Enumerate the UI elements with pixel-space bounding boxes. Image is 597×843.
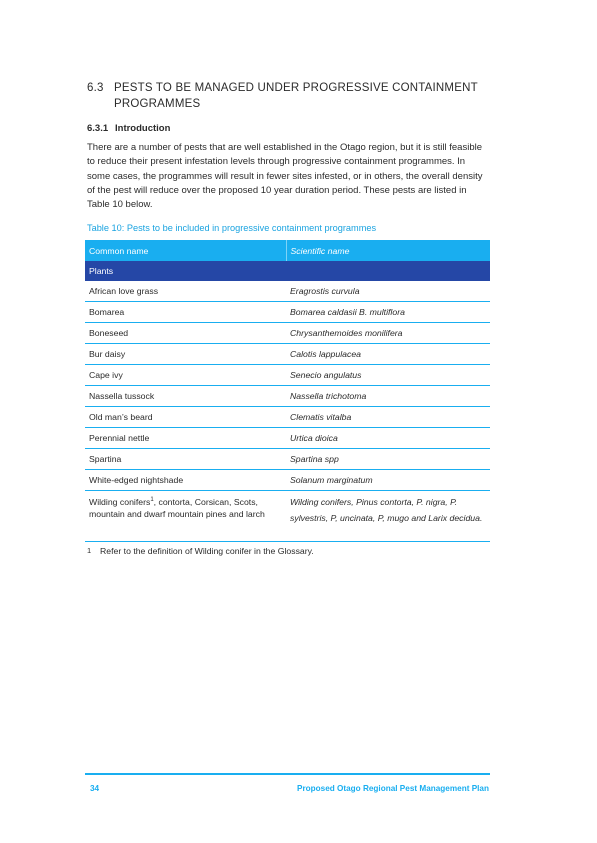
table-row: [85, 365, 490, 386]
footer-rule: [85, 773, 490, 775]
common-name-suffix: , contorta, Corsican, Scots, mountain and dwarf mountain pines and larch: [89, 496, 265, 520]
group-row-plants: [85, 261, 490, 281]
footnote-reference: 1: [150, 497, 154, 503]
common-name-cell: Bur daisy: [85, 344, 286, 365]
common-name-cell: Cape ivy: [85, 365, 286, 386]
scientific-name-cell: Senecio angulatus: [286, 365, 490, 386]
table-row: [85, 449, 490, 470]
common-name-cell: Old man’s beard: [85, 407, 286, 428]
common-name-cell: White-edged nightshade: [85, 470, 286, 491]
table-row: [85, 428, 490, 449]
scientific-name-cell: Chrysanthemoides monilifera: [286, 323, 490, 344]
header-common-name: Common name: [85, 240, 286, 261]
table-row: [85, 344, 490, 365]
footnote: [87, 546, 314, 556]
scientific-name-cell: Calotis lappulacea: [286, 344, 490, 365]
common-name-cell: African love grass: [85, 281, 286, 302]
section-number: 6.3: [87, 82, 104, 94]
subsection-number: 6.3.1: [87, 123, 109, 134]
intro-paragraph: There are a number of pests that are well established in the Otago region, but it is still feasible to reduce their present infestation levels through progressive containment programmes. In some cases, the programmes will result in fewer sites infested, or in others, the overall density of the pest will reduce over the proposed 10 year duration period. These pests are listed in Table 10 below.: [87, 142, 483, 211]
table-row: [85, 491, 490, 542]
table-row: [85, 323, 490, 344]
group-label: Plants: [85, 261, 490, 281]
scientific-name-cell: Nassella trichotoma: [286, 386, 490, 407]
common-name-cell: [85, 491, 286, 542]
document-title: Proposed Otago Regional Pest Management Plan: [297, 784, 489, 793]
subsection-heading: [87, 123, 170, 134]
scientific-name-cell: Clematis vitalba: [286, 407, 490, 428]
subsection-title: Introduction: [115, 123, 171, 134]
section-title: [114, 80, 494, 112]
common-name-cell: Nassella tussock: [85, 386, 286, 407]
table-row: [85, 302, 490, 323]
table-caption: Table 10: Pests to be included in progressive containment programmes: [87, 223, 377, 233]
table-row: [85, 470, 490, 491]
common-name-cell: Boneseed: [85, 323, 286, 344]
scientific-name-cell: Solanum marginatum: [286, 470, 490, 491]
table-row: [85, 386, 490, 407]
scientific-name-cell: Urtica dioica: [286, 428, 490, 449]
table-header-row: [85, 240, 490, 261]
pests-table: [85, 240, 490, 542]
scientific-name-cell: Spartina spp: [286, 449, 490, 470]
common-name-cell: Spartina: [85, 449, 286, 470]
table-row: [85, 281, 490, 302]
common-name-cell: Perennial nettle: [85, 428, 286, 449]
footnote-mark: 1: [87, 546, 92, 555]
header-scientific-name: Scientific name: [286, 240, 490, 261]
section-title-line-2: PROGRAMMES: [114, 98, 201, 110]
footnote-text: Refer to the definition of Wilding conifer in the Glossary.: [100, 546, 314, 556]
table-row: [85, 407, 490, 428]
section-title-line-1: PESTS TO BE MANAGED UNDER PROGRESSIVE CONTAINMENT: [114, 82, 478, 94]
scientific-name-cell: Wilding conifers, Pinus contorta, P. nigra, P. sylvestris, P, uncinata, P, mugo and Larix decidua.: [286, 491, 490, 542]
common-name-prefix: Wilding conifers: [89, 496, 151, 507]
common-name-cell: Bomarea: [85, 302, 286, 323]
scientific-name-cell: Bomarea caldasii B. multiflora: [286, 302, 490, 323]
page-number: 34: [90, 784, 100, 793]
scientific-name-cell: Eragrostis curvula: [286, 281, 490, 302]
